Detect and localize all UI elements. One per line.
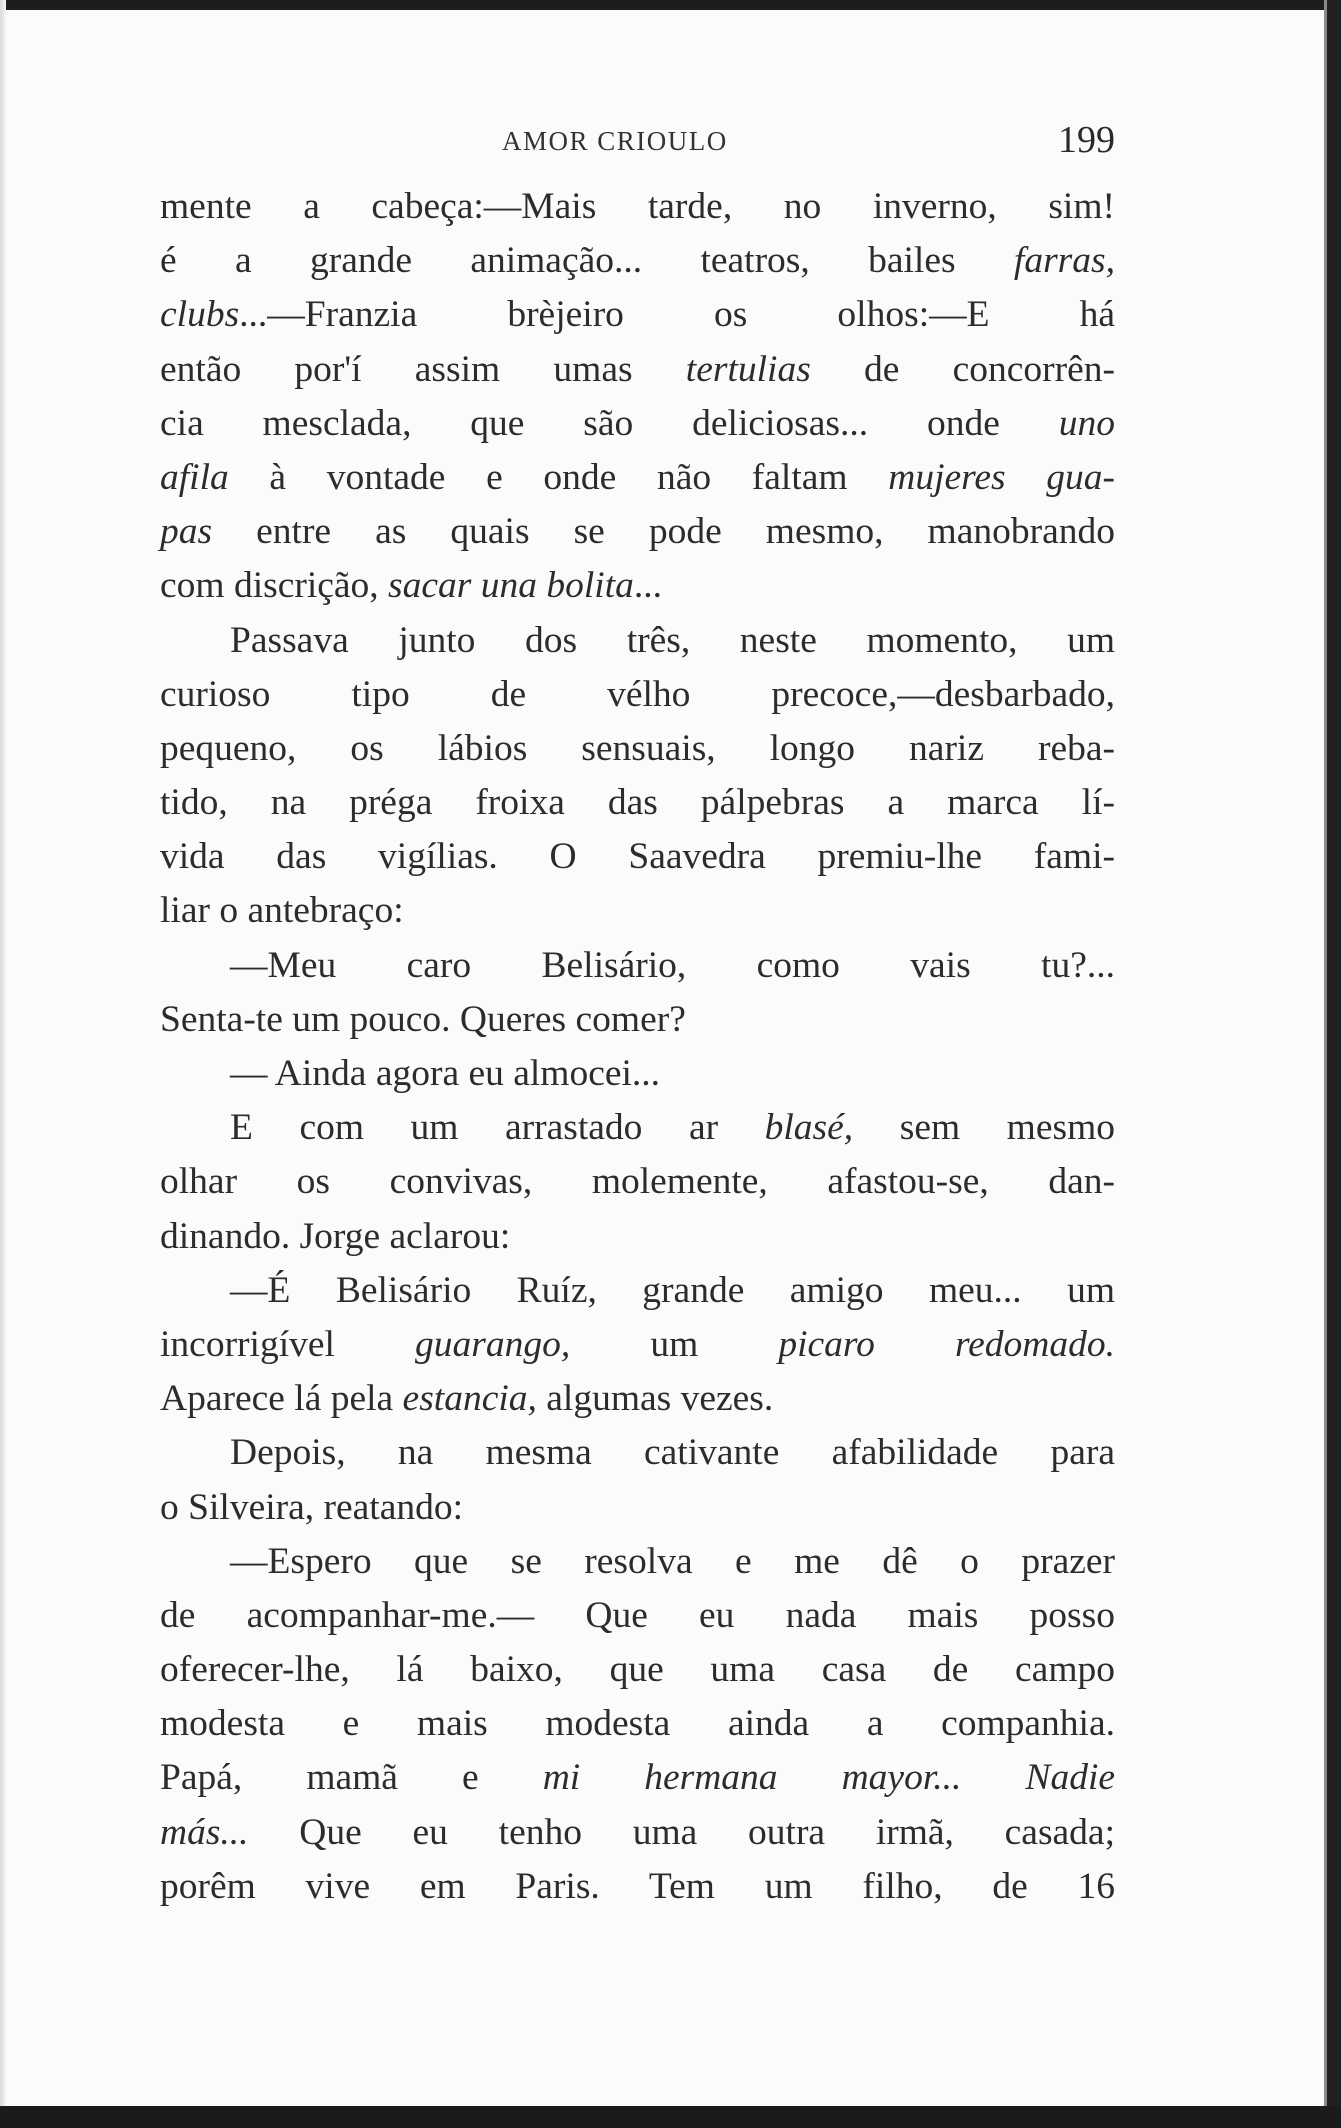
text-segment: Que eu tenho uma outra irmã, casada; [248,1811,1115,1853]
text-line [160,1101,1115,1155]
text-line [160,1426,1115,1480]
text-segment: porêm vive em Paris. Tem um filho, de 16 [160,1865,1115,1907]
text-line [160,180,1115,234]
text-line [160,1047,1115,1101]
text-segment: o Silveira, reatando: [160,1486,464,1528]
text-segment: Depois, na mesma cativante afabilidade para [230,1432,1115,1474]
text-line [160,1372,1115,1426]
italic-text: farras, [1013,240,1115,282]
text-segment: ... [633,565,663,607]
page-header [160,118,1115,168]
italic-text: blasé, [764,1107,854,1149]
italic-text: más... [160,1811,249,1853]
text-segment: liar o antebraço: [160,890,404,932]
text-segment: cia mesclada, que são deliciosas... onde [160,402,1059,444]
italic-text: picaro redomado. [778,1323,1115,1365]
text-segment: incorrigível [160,1323,416,1365]
text-line [160,722,1115,776]
text-segment: vida das vigílias. O Saavedra premiu-lhe fami- [160,836,1115,878]
italic-text: mujeres gua- [888,456,1115,498]
text-line [160,234,1115,288]
text-segment: Papá, mamã e [160,1757,543,1799]
text-segment: — Ainda agora eu almocei... [230,1053,661,1094]
text-line [160,451,1115,505]
text-line [160,776,1115,830]
scan-edge-top [0,0,1341,10]
text-segment: modesta e mais modesta ainda a companhia. [160,1703,1115,1745]
text-segment: —Meu caro Belisário, como vais tu?... [230,944,1115,986]
text-line [160,1318,1115,1372]
italic-text: tertulias [685,348,811,390]
text-line [160,288,1115,342]
italic-text: uno [1058,402,1115,444]
text-line [160,1806,1115,1860]
text-segment: então por'í assim umas [160,348,686,390]
text-segment: ...—Franzia brèjeiro os olhos:—E há [239,294,1115,336]
text-line [160,343,1115,397]
scan-edge-right [1327,0,1341,2128]
text-segment: com discrição, [160,565,389,607]
text-line [160,397,1115,451]
text-line [160,884,1115,938]
text-line [160,1697,1115,1751]
text-segment: mente a cabeça:—Mais tarde, no inverno, sim! [160,186,1115,227]
text-line [160,505,1115,559]
text-segment: curioso tipo de vélho precoce,—desbarbado, [160,673,1115,715]
text-segment: é a grande animação... teatros, bailes [160,240,1014,282]
text-segment: pequeno, os lábios sensuais, longo nariz reba- [160,727,1115,769]
text-line [160,614,1115,668]
scan-edge-bottom [0,2106,1341,2128]
italic-text: sacar una bolita [388,565,634,607]
text-segment: algumas vezes. [536,1378,774,1420]
text-segment: tido, na préga froixa das pálpebras a marca lí- [160,782,1115,824]
text-segment: à vontade e onde não faltam [228,456,889,498]
text-segment: Aparece lá pela [160,1378,403,1420]
italic-text: clubs [160,294,240,336]
text-line [160,1535,1115,1589]
text-segment: um [570,1323,779,1365]
text-segment: Passava junto dos três, neste momento, um [230,619,1115,661]
text-line [160,1860,1115,1914]
text-segment: E com um arrastado ar [230,1107,765,1149]
page-number: 199 [1058,119,1115,161]
scan-edge-left [0,0,6,2128]
running-title: AMOR CRIOULO [502,126,728,156]
text-segment: Senta-te um pouco. Queres comer? [160,998,686,1040]
text-line [160,1751,1115,1805]
text-line [160,939,1115,993]
text-line [160,1643,1115,1697]
body-text [160,180,1115,1914]
text-line [160,1210,1115,1264]
text-line [160,993,1115,1047]
text-segment: olhar os convivas, molemente, afastou-se, dan- [160,1161,1115,1203]
italic-text: pas [160,511,213,553]
text-line [160,830,1115,884]
text-segment: de acompanhar-me.— Que eu nada mais posso [160,1594,1115,1636]
text-line [160,559,1115,613]
text-segment: sem mesmo [853,1107,1115,1149]
text-segment: de concorrên- [810,348,1115,390]
text-line [160,1589,1115,1643]
text-line [160,668,1115,722]
italic-text: mi hermana mayor... Nadie [542,1757,1116,1799]
text-segment: —É Belisário Ruíz, grande amigo meu... um [230,1269,1115,1311]
text-segment: —Espero que se resolva e me dê o prazer [230,1540,1115,1582]
italic-text: estancia, [402,1378,537,1420]
text-line [160,1264,1115,1318]
italic-text: afila [160,456,229,498]
text-segment: entre as quais se pode mesmo, manobrando [212,511,1115,553]
text-segment: dinando. Jorge aclarou: [160,1215,511,1257]
italic-text: guarango, [415,1323,571,1365]
text-line [160,1155,1115,1209]
text-segment: oferecer-lhe, lá baixo, que uma casa de campo [160,1649,1115,1691]
text-line [160,1481,1115,1535]
